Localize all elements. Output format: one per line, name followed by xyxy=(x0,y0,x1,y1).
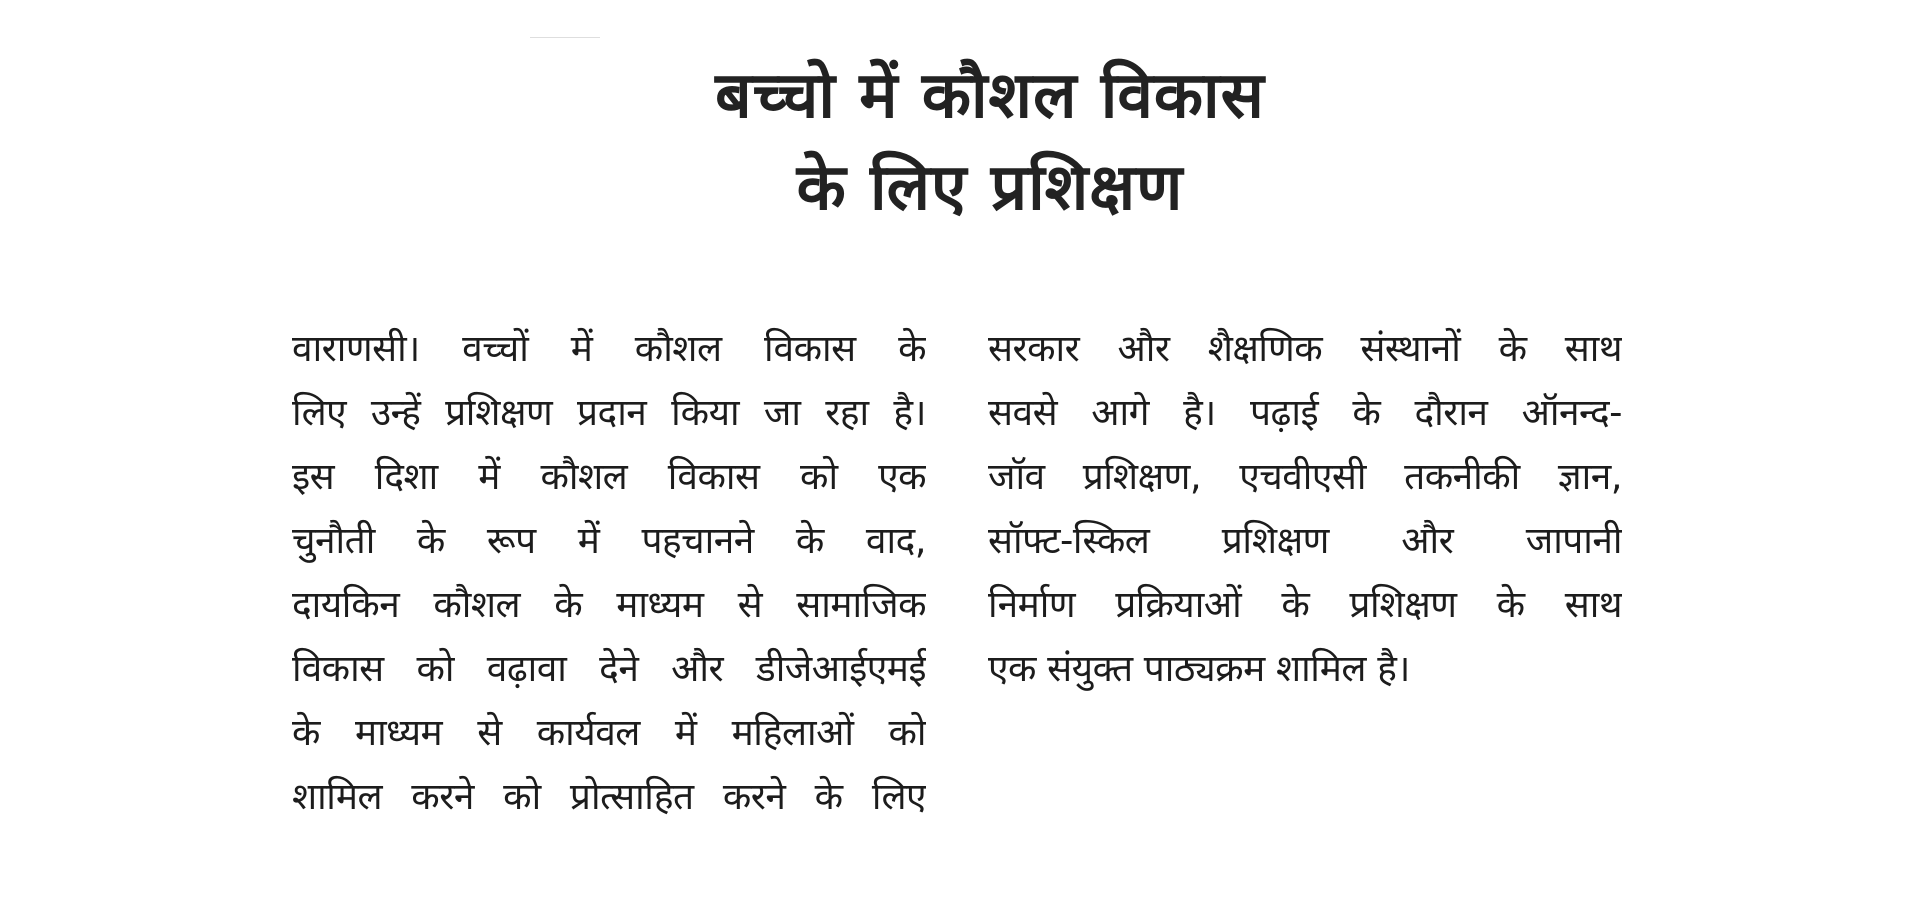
headline xyxy=(480,50,1500,234)
column-right-line-1: सरकार और शैक्षणिक संस्थानों के साथ xyxy=(988,327,1622,370)
column-right-line-5: निर्माण प्रक्रियाओं के प्रशिक्षण के साथ xyxy=(988,583,1622,626)
column-left-line-5: दायकिन कौशल के माध्यम से सामाजिक xyxy=(292,583,926,626)
column-left-line-2: लिए उन्हें प्रशिक्षण प्रदान किया जा रहा है। xyxy=(292,391,926,434)
column-left-line-4: चुनौती के रूप में पहचानने के वाद, xyxy=(292,519,926,562)
column-right-line-6: एक संयुक्त पाठ्यक्रम शामिल है। xyxy=(988,647,1410,690)
column-right-line-4: सॉफ्ट-स्किल प्रशिक्षण और जापानी xyxy=(988,519,1622,562)
column-left-line-8: शामिल करने को प्रोत्साहित करने के लिए xyxy=(292,775,926,818)
headline-line-1: बच्चो में कौशल विकास xyxy=(715,59,1265,133)
article-column-left xyxy=(292,317,926,829)
article-column-right xyxy=(988,317,1622,701)
column-left-line-3: इस दिशा में कौशल विकास को एक xyxy=(292,455,926,498)
column-left-line-7: के माध्यम से कार्यवल में महिलाओं को xyxy=(292,711,926,754)
headline-line-2: के लिए प्रशिक्षण xyxy=(796,151,1184,225)
column-right-line-3: जॉव प्रशिक्षण, एचवीएसी तकनीकी ज्ञान, xyxy=(988,455,1622,498)
column-left-line-1: वाराणसी। वच्चों में कौशल विकास के xyxy=(292,327,926,370)
column-left-line-6: विकास को वढ़ावा देने और डीजेआईएमई xyxy=(292,647,926,690)
top-rule xyxy=(530,37,600,38)
column-right-line-2: सवसे आगे है। पढ़ाई के दौरान ऑनन्द- xyxy=(988,391,1622,434)
